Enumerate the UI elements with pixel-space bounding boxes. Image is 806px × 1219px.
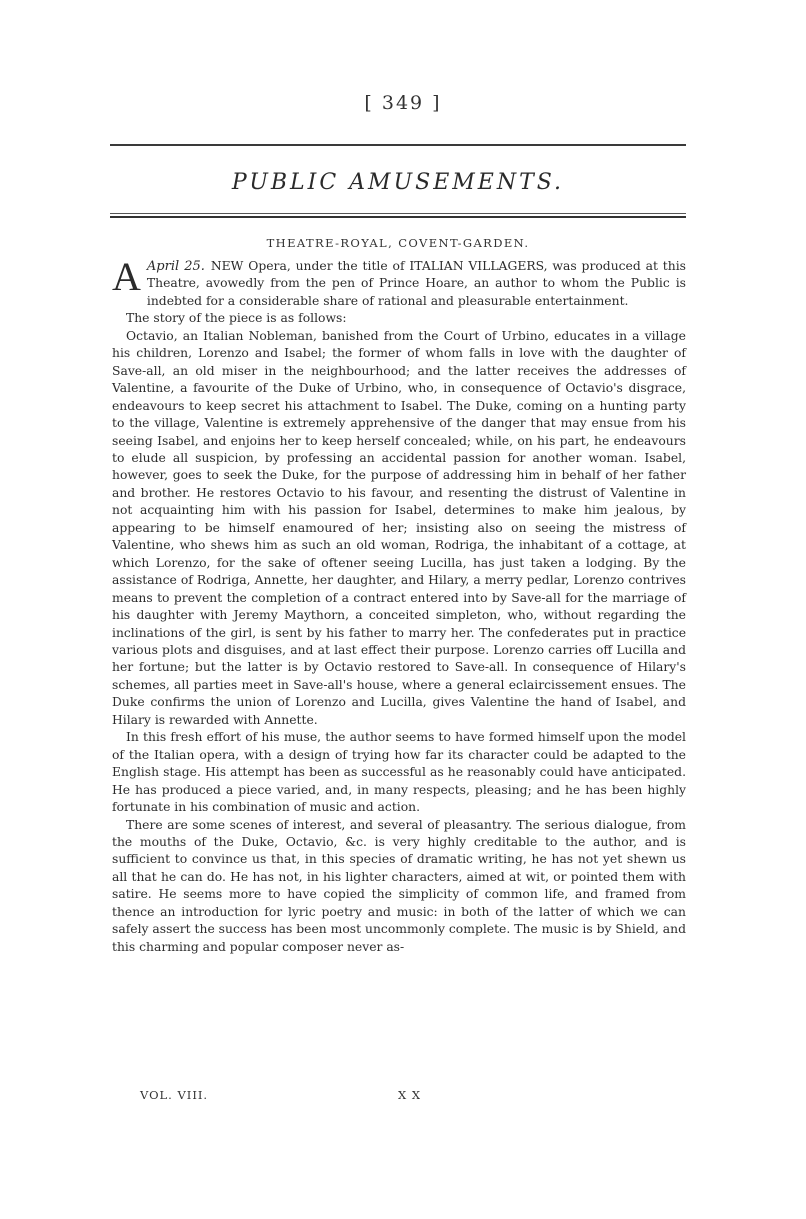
page-number: [ 349 ] <box>364 92 442 114</box>
paragraph-5: There are some scenes of interest, and several of pleasantry. The serious dialogue, from the mouths of the Duke, Octavio, &c. is very highly creditable to the author, and is sufficient to convince us that, in this species of dramatic writing, he has not yet shewn us all that he can do. He has not, in his lighter characters, aimed at wit, or pointed them with satire. He seems more to have copied the simplicity of common life, and framed from thence an introduction for lyric poetry and music: in both of the latter of which we can safely assert the success has been most uncommonly complete. The music is by Shield, and this charming and popular composer never as- <box>112 817 686 954</box>
signature-mark: X X <box>398 1088 422 1102</box>
title-rule-thick <box>110 216 686 218</box>
title-rule-thin <box>110 213 686 214</box>
article-body <box>112 254 686 956</box>
section-title: PUBLIC AMUSEMENTS. <box>231 170 565 195</box>
page-footer <box>140 1088 470 1104</box>
drop-cap: A <box>112 254 141 299</box>
paragraph-1 <box>112 254 686 310</box>
article-date: April 25. <box>146 259 205 274</box>
paragraph-4: In this fresh effort of his muse, the author seems to have formed himself upon the model of the Italian opera, with a design of trying how far its character could be adapted to the English stage. His attempt has been as successful as he reasonably could have anticipated. He has produced a piece varied, and, in many respects, pleasing; and he has been highly fortunate in his combination of music and action. <box>112 730 686 815</box>
paragraph-2: The story of the piece is as follows: <box>126 311 347 326</box>
paragraph-3: Octavio, an Italian Nobleman, banished from the Court of Urbino, educates in a village his children, Lorenzo and Isabel; the former of whom falls in love with the daughter of Save-all, an old miser in the neighbourhood; and the latter receives the addresses of Valentine, a favourite of the Duke of Urbino, who, in consequence of Octavio's disgrace, endeavours to keep secret his attachment to Isabel. The Duke, coming on a hunting party to the village, Valentine is extremely apprehensive of the danger that may ensue from his seeing Isabel, and enjoins her to keep herself concealed; while, on his part, he endeavours to elude all suspicion, by professing an accidental passion for another woman. Isabel, however, goes to seek the Duke, for the purpose of addressing him in behalf of her father and brother. He restores Octavio to his favour, and resenting the distrust of Valentine in not acquainting him with his passion for Isabel, determines to make him jealous, by appearing to be himself enamoured of her; insisting also on seeing the mistress of Valentine, who shews him as such an old woman, Rodriga, the inhabitant of a cottage, at which Lorenzo, for the sake of oftener seeing Lucilla, has just taken a lodging. By the assistance of Rodriga, Annette, her daughter, and Hilary, a merry pedlar, Lorenzo contrives means to prevent the completion of a contract entered into by Save-all for the marriage of his daughter with Jeremy Maythorn, a conceited simpleton, who, without regarding the inclinations of the girl, is sent by his father to marry her. The confederates put in practice various plots and disguises, and at last effect their purpose. Lorenzo carries off Lucilla and her fortune; but the latter is by Octavio restored to Save-all. In consequence of Hilary's schemes, all parties meet in Save-all's house, where a general eclaircissement ensues. The Duke confirms the union of Lorenzo and Lucilla, gives Valentine the hand of Isabel, and Hilary is rewarded with Annette. <box>112 328 686 727</box>
theatre-heading: THEATRE-ROYAL, COVENT-GARDEN. <box>266 236 530 250</box>
volume-label: VOL. VIII. <box>140 1088 209 1102</box>
top-rule <box>110 144 686 146</box>
paragraph-1-text: NEW Opera, under the title of ITALIAN VILLAGERS, was produced at this Theatre, avowedly from the pen of Prince Hoare, an author to whom the Public is indebted for a considerable share of rational and pleasurable entertainment. <box>146 259 686 308</box>
